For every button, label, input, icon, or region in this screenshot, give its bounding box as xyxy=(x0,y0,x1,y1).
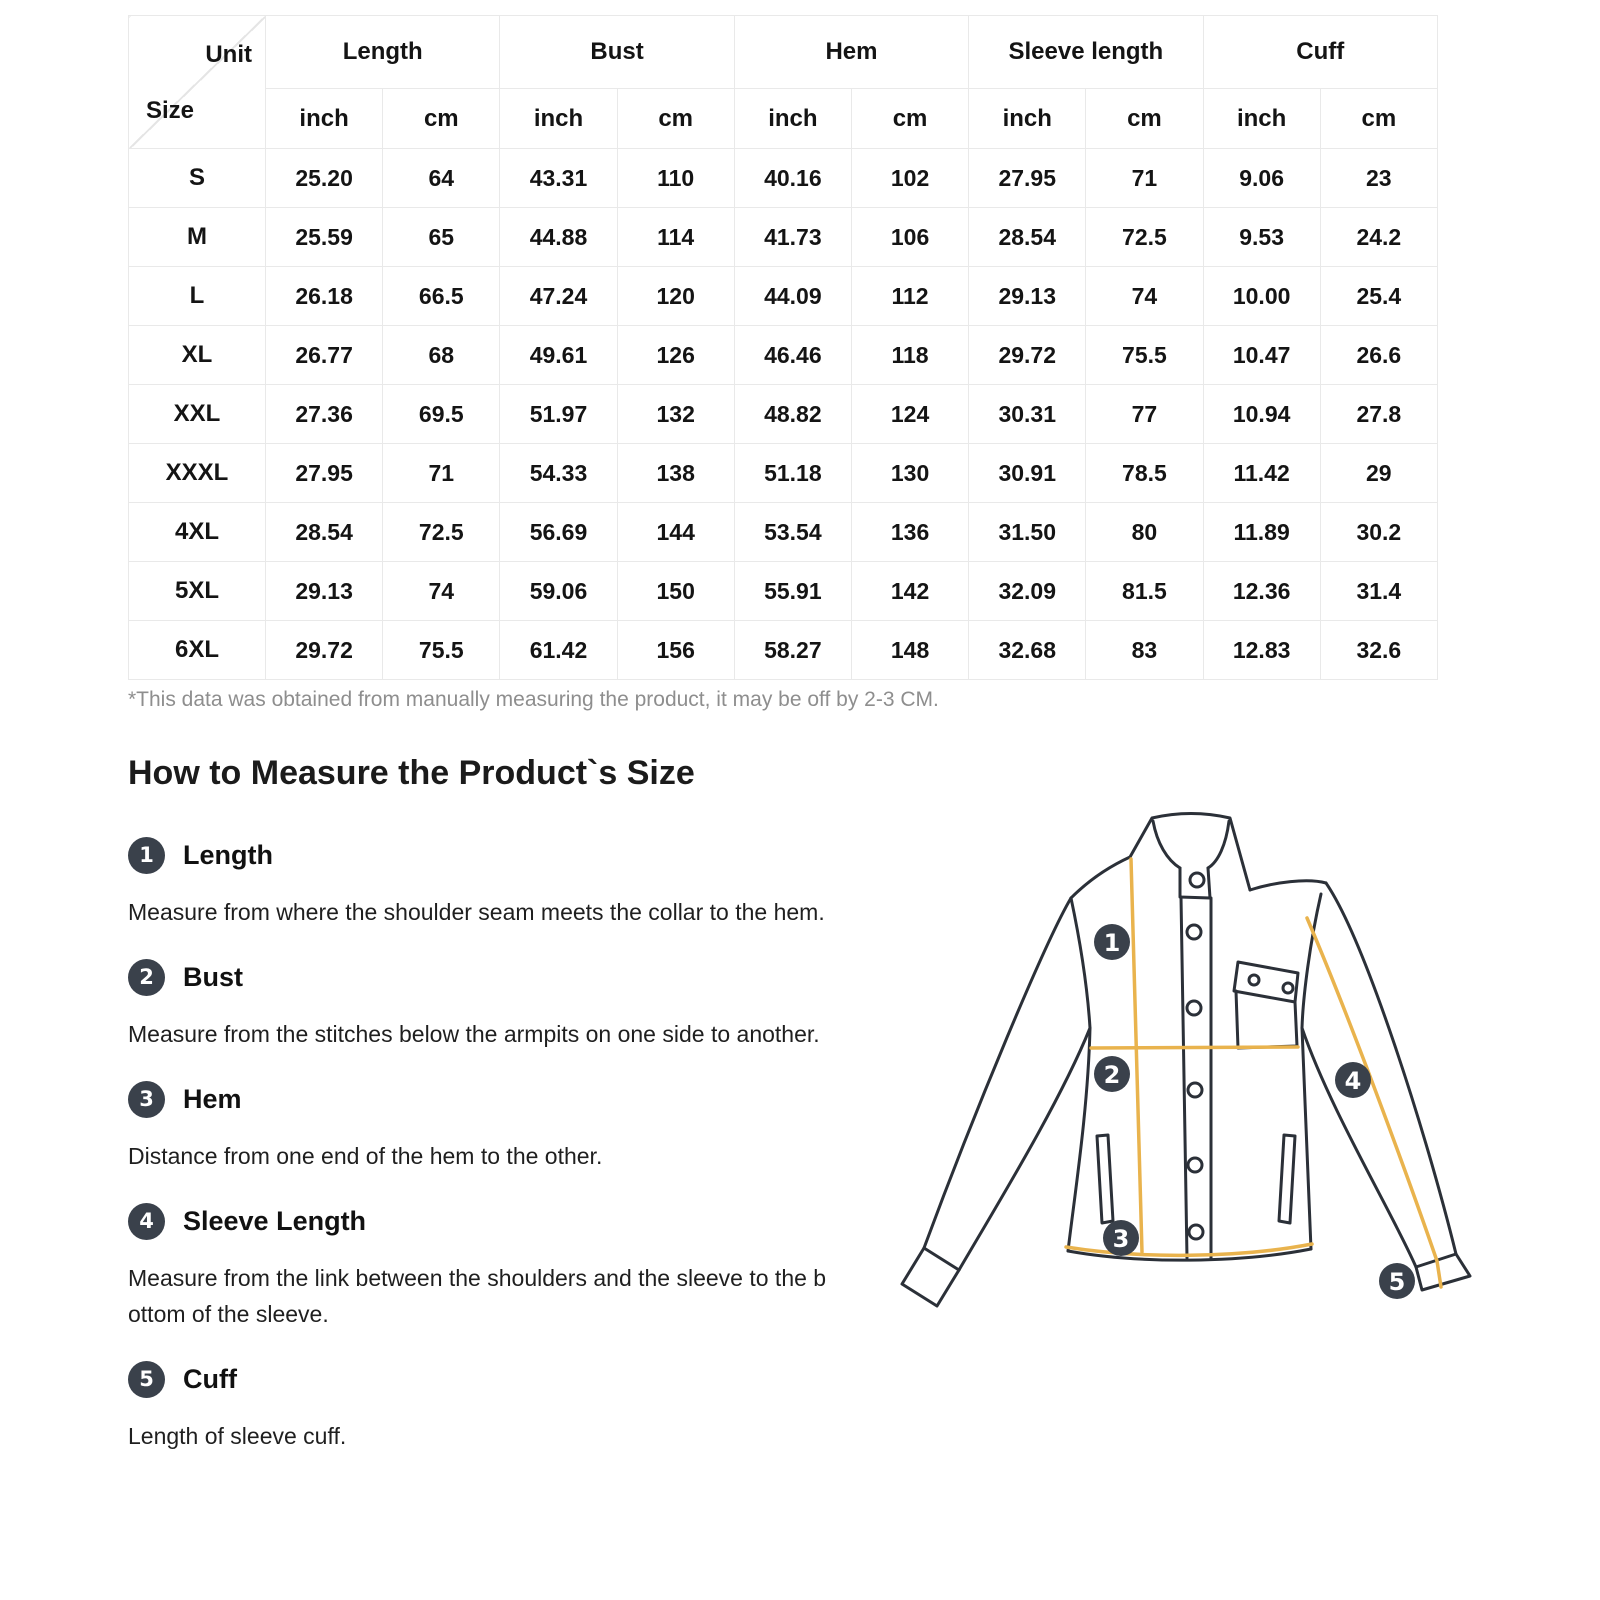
size-chart-table xyxy=(128,15,1438,680)
step-1-badge: 1 xyxy=(128,837,165,874)
step-3-description: Distance from one end of the hem to the other. xyxy=(128,1143,603,1169)
size-row-label: S xyxy=(129,149,266,208)
table-row xyxy=(129,621,1438,680)
unit-header-inch: inch xyxy=(500,89,617,149)
size-cell: 110 xyxy=(617,149,734,208)
size-row-label: L xyxy=(129,267,266,326)
size-cell: 30.91 xyxy=(969,444,1086,503)
unit-header-inch: inch xyxy=(266,89,383,149)
size-cell: 32.68 xyxy=(969,621,1086,680)
size-cell: 144 xyxy=(617,503,734,562)
step-5-description: Length of sleeve cuff. xyxy=(128,1423,347,1449)
size-cell: 28.54 xyxy=(266,503,383,562)
size-cell: 66.5 xyxy=(383,267,500,326)
table-row xyxy=(129,503,1438,562)
size-cell: 32.6 xyxy=(1320,621,1437,680)
size-cell: 55.91 xyxy=(734,562,851,621)
unit-header-cm: cm xyxy=(383,89,500,149)
measure-line-sleeve xyxy=(1307,918,1441,1287)
size-cell: 75.5 xyxy=(383,621,500,680)
size-cell: 120 xyxy=(617,267,734,326)
svg-text:2: 2 xyxy=(1103,1061,1121,1089)
size-cell: 51.97 xyxy=(500,385,617,444)
svg-text:3: 3 xyxy=(1112,1225,1130,1253)
size-cell: 75.5 xyxy=(1086,326,1203,385)
marker-2 xyxy=(1094,1056,1130,1092)
size-cell: 27.95 xyxy=(266,444,383,503)
size-cell: 11.42 xyxy=(1203,444,1320,503)
corner-unit-label: Unit xyxy=(205,41,252,68)
column-group-bust: Bust xyxy=(500,16,734,89)
svg-text:1: 1 xyxy=(1103,929,1121,957)
step-4-description: Measure from the link between the shoulders and the sleeve to the bottom of the sleeve. xyxy=(128,1265,827,1327)
size-cell: 71 xyxy=(1086,149,1203,208)
unit-header-cm: cm xyxy=(1320,89,1437,149)
how-to-measure-list xyxy=(128,836,833,1454)
step-4-label: Sleeve Length xyxy=(183,1205,367,1236)
size-cell: 29.72 xyxy=(969,326,1086,385)
size-cell: 72.5 xyxy=(383,503,500,562)
list-item-hem xyxy=(128,1080,833,1174)
size-cell: 12.83 xyxy=(1203,621,1320,680)
size-cell: 74 xyxy=(383,562,500,621)
size-cell: 10.94 xyxy=(1203,385,1320,444)
size-cell: 65 xyxy=(383,208,500,267)
size-cell: 43.31 xyxy=(500,149,617,208)
table-row xyxy=(129,208,1438,267)
step-3-badge: 3 xyxy=(128,1081,165,1118)
size-cell: 46.46 xyxy=(734,326,851,385)
size-cell: 41.73 xyxy=(734,208,851,267)
list-item-length xyxy=(128,836,833,930)
size-cell: 74 xyxy=(1086,267,1203,326)
size-cell: 28.54 xyxy=(969,208,1086,267)
size-cell: 126 xyxy=(617,326,734,385)
marker-3 xyxy=(1103,1220,1139,1256)
step-4-badge: 4 xyxy=(128,1203,165,1240)
marker-4 xyxy=(1335,1062,1371,1098)
size-cell: 64 xyxy=(383,149,500,208)
jacket-measure-diagram xyxy=(860,780,1500,1340)
column-group-length: Length xyxy=(266,16,500,89)
step-2-label: Bust xyxy=(183,961,243,992)
marker-5 xyxy=(1379,1263,1415,1299)
size-row-label: XXXL xyxy=(129,444,266,503)
step-3-label: Hem xyxy=(183,1083,242,1114)
table-footnote: *This data was obtained from manually measuring the product, it may be off by 2-3 CM. xyxy=(128,688,939,711)
size-cell: 118 xyxy=(851,326,968,385)
svg-text:5: 5 xyxy=(1388,1268,1406,1296)
size-cell: 51.18 xyxy=(734,444,851,503)
size-cell: 32.09 xyxy=(969,562,1086,621)
size-cell: 56.69 xyxy=(500,503,617,562)
size-cell: 114 xyxy=(617,208,734,267)
size-cell: 10.00 xyxy=(1203,267,1320,326)
size-cell: 29.13 xyxy=(266,562,383,621)
size-cell: 102 xyxy=(851,149,968,208)
column-group-cuff: Cuff xyxy=(1203,16,1437,89)
size-cell: 136 xyxy=(851,503,968,562)
size-cell: 44.88 xyxy=(500,208,617,267)
step-5-label: Cuff xyxy=(183,1363,237,1394)
size-cell: 11.89 xyxy=(1203,503,1320,562)
size-cell: 156 xyxy=(617,621,734,680)
size-cell: 31.4 xyxy=(1320,562,1437,621)
size-cell: 25.20 xyxy=(266,149,383,208)
size-cell: 31.50 xyxy=(969,503,1086,562)
how-to-measure-title: How to Measure the Product`s Size xyxy=(128,754,695,792)
size-cell: 106 xyxy=(851,208,968,267)
size-cell: 59.06 xyxy=(500,562,617,621)
size-cell: 69.5 xyxy=(383,385,500,444)
size-cell: 81.5 xyxy=(1086,562,1203,621)
size-cell: 27.36 xyxy=(266,385,383,444)
corner-size-label: Size xyxy=(146,97,195,124)
unit-header-cm: cm xyxy=(617,89,734,149)
table-row xyxy=(129,385,1438,444)
size-cell: 53.54 xyxy=(734,503,851,562)
measure-line-bust xyxy=(1091,1047,1298,1048)
table-group-header-row xyxy=(129,16,1438,89)
size-cell: 40.16 xyxy=(734,149,851,208)
size-row-label: XXL xyxy=(129,385,266,444)
measure-line-length xyxy=(1131,859,1142,1252)
svg-text:4: 4 xyxy=(1344,1067,1362,1095)
size-cell: 10.47 xyxy=(1203,326,1320,385)
size-cell: 26.6 xyxy=(1320,326,1437,385)
size-row-label: XL xyxy=(129,326,266,385)
size-cell: 29.13 xyxy=(969,267,1086,326)
step-2-badge: 2 xyxy=(128,959,165,996)
size-cell: 30.31 xyxy=(969,385,1086,444)
column-group-sleeve-length: Sleeve length xyxy=(969,16,1203,89)
unit-header-cm: cm xyxy=(1086,89,1203,149)
size-cell: 83 xyxy=(1086,621,1203,680)
list-item-bust xyxy=(128,958,833,1052)
table-row xyxy=(129,444,1438,503)
step-5-badge: 5 xyxy=(128,1361,165,1398)
size-cell: 71 xyxy=(383,444,500,503)
size-cell: 124 xyxy=(851,385,968,444)
size-cell: 9.53 xyxy=(1203,208,1320,267)
size-cell: 12.36 xyxy=(1203,562,1320,621)
size-cell: 27.95 xyxy=(969,149,1086,208)
size-cell: 29.72 xyxy=(266,621,383,680)
size-cell: 112 xyxy=(851,267,968,326)
size-cell: 58.27 xyxy=(734,621,851,680)
size-cell: 27.8 xyxy=(1320,385,1437,444)
size-row-label: M xyxy=(129,208,266,267)
size-cell: 61.42 xyxy=(500,621,617,680)
unit-header-cm: cm xyxy=(851,89,968,149)
marker-1 xyxy=(1094,924,1130,960)
size-cell: 48.82 xyxy=(734,385,851,444)
list-item-cuff xyxy=(128,1360,833,1454)
step-1-label: Length xyxy=(183,839,273,870)
size-cell: 77 xyxy=(1086,385,1203,444)
unit-header-inch: inch xyxy=(734,89,851,149)
size-cell: 130 xyxy=(851,444,968,503)
size-cell: 30.2 xyxy=(1320,503,1437,562)
size-cell: 78.5 xyxy=(1086,444,1203,503)
size-cell: 26.77 xyxy=(266,326,383,385)
size-cell: 44.09 xyxy=(734,267,851,326)
corner-cell xyxy=(129,16,266,149)
table-row xyxy=(129,562,1438,621)
size-cell: 138 xyxy=(617,444,734,503)
size-cell: 72.5 xyxy=(1086,208,1203,267)
size-cell: 25.4 xyxy=(1320,267,1437,326)
size-row-label: 5XL xyxy=(129,562,266,621)
size-cell: 24.2 xyxy=(1320,208,1437,267)
size-cell: 47.24 xyxy=(500,267,617,326)
step-1-description: Measure from where the shoulder seam meets the collar to the hem. xyxy=(128,899,825,925)
size-cell: 23 xyxy=(1320,149,1437,208)
size-cell: 68 xyxy=(383,326,500,385)
table-row xyxy=(129,149,1438,208)
size-row-label: 4XL xyxy=(129,503,266,562)
table-row xyxy=(129,267,1438,326)
size-cell: 26.18 xyxy=(266,267,383,326)
size-cell: 148 xyxy=(851,621,968,680)
unit-header-inch: inch xyxy=(969,89,1086,149)
size-cell: 132 xyxy=(617,385,734,444)
jacket-outline xyxy=(902,814,1470,1307)
unit-header-inch: inch xyxy=(1203,89,1320,149)
size-cell: 54.33 xyxy=(500,444,617,503)
step-2-description: Measure from the stitches below the armpits on one side to another. xyxy=(128,1021,820,1047)
size-cell: 80 xyxy=(1086,503,1203,562)
table-row xyxy=(129,326,1438,385)
size-cell: 150 xyxy=(617,562,734,621)
size-row-label: 6XL xyxy=(129,621,266,680)
column-group-hem: Hem xyxy=(734,16,968,89)
size-cell: 142 xyxy=(851,562,968,621)
size-cell: 9.06 xyxy=(1203,149,1320,208)
table-unit-header-row xyxy=(129,89,1438,149)
size-cell: 25.59 xyxy=(266,208,383,267)
size-cell: 49.61 xyxy=(500,326,617,385)
size-cell: 29 xyxy=(1320,444,1437,503)
list-item-sleeve-length xyxy=(128,1202,833,1332)
